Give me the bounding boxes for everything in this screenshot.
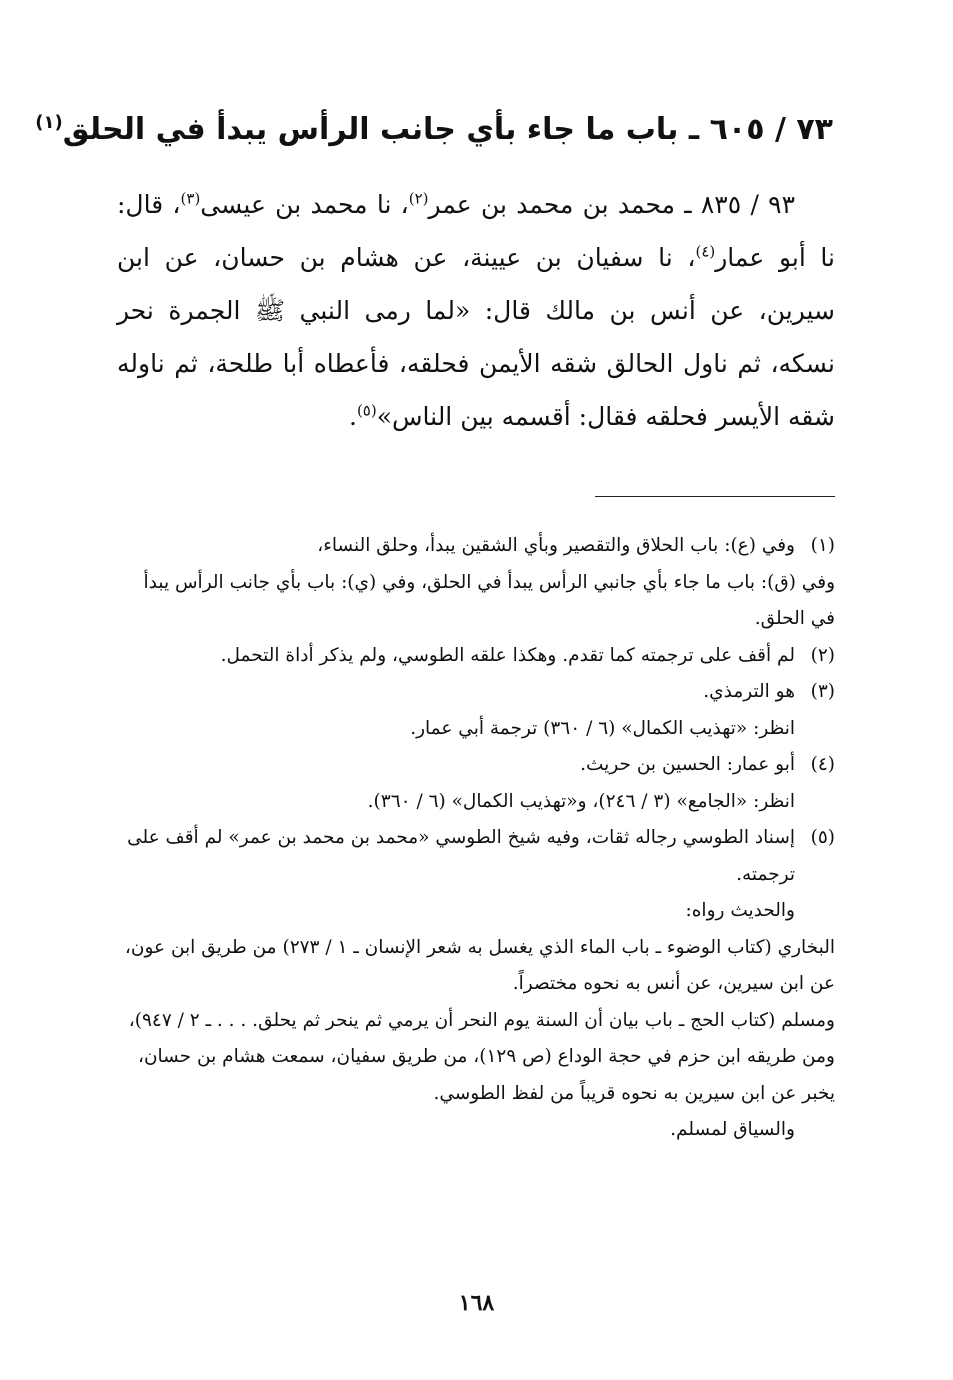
footnotes	[115, 528, 835, 1149]
footnote-2	[115, 638, 835, 675]
footnote-number: (٢)	[810, 644, 835, 666]
footnote-number: (١)	[810, 535, 835, 556]
page-number: ١٦٨	[458, 1290, 495, 1316]
footnote-4-reference: انظر: «الجامع» (٣ / ٢٤٦)، و«تهذيب الكمال» (٦ / ٣٦٠).	[367, 790, 795, 812]
footnote-number: (٥)	[810, 827, 835, 848]
footnote-1-continuation: وفي (ق): باب ما جاء بأي جانبي الرأس يبدأ في الحلق، وفي (ي): باب بأي جانب الرأس يبدأ في الحلق.	[143, 571, 835, 629]
footnote-3	[115, 674, 835, 711]
hadith-segment-4: ، نا سفيان بن عيينة، عن هشام بن حسان، عن ابن سيرين، عن أنس بن مالك قال: «لما رمى النبي ﷺ الجمرة نحر نسكه، ثم ناول الحالق شقه الأيمن فحلقه، فأعطاه أبا طلحة، ثم ناوله شقه الأيسر فحلقه فقال: أقسمه بين الناس»	[117, 243, 835, 431]
footnote-ref-1: (١)	[35, 112, 63, 133]
footnote-5-context: والسياق لمسلم.	[670, 1119, 795, 1140]
footnote-5-bukhari: البخاري (كتاب الوضوء ـ باب الماء الذي يغسل به شعر الإنسان ـ ١ / ٢٧٣) من طريق ابن عون، عن ابن سيرين، عن أنس به نحوه مختصراً.	[124, 936, 835, 994]
footnote-5-muslim: ومسلم (كتاب الحج ـ باب بيان أن السنة يوم النحر أن يرمي ثم ينحر ثم يحلق. . . . ـ ٢ / ٩٤٧)، ومن طريقه ابن حزم في حجة الوداع (ص ١٢٩)، من طريق سفيان، سمعت هشام بن حسان، يخبر عن ابن سيرين به نحوه قريباً من لفظ الطوسي.	[128, 1009, 835, 1104]
footnote-text: إسناد الطوسي رجاله ثقات، وفيه شيخ الطوسي «محمد بن محمد بن عمر» لم أقف على ترجمته.	[127, 827, 795, 885]
footnote-ref-5: (٥)	[356, 401, 377, 420]
footnote-3-reference: انظر: «تهذيب الكمال» (٦ / ٣٦٠) ترجمة أبي عمار.	[410, 717, 795, 739]
footnote-text: هو الترمذي.	[703, 681, 795, 702]
chapter-heading-text: ٧٣ / ٦٠٥ ـ باب ما جاء بأي جانب الرأس يبدأ في الحلق	[62, 112, 833, 147]
footnote-ref-4: (٤)	[695, 242, 716, 261]
hadith-text	[117, 178, 835, 443]
footnote-ref-2: (٢)	[408, 189, 429, 208]
hadith-segment-2: ، نا محمد بن عيسى	[200, 190, 409, 219]
footnote-text: أبو عمار: الحسين بن حريث.	[580, 754, 795, 775]
footnote-ref-3: (٣)	[180, 189, 201, 208]
footnote-4	[115, 747, 835, 784]
footnote-5	[115, 820, 835, 893]
footnote-text: لم أقف على ترجمته كما تقدم. وهكذا علقه الطوسي، ولم يذكر أداة التحمل.	[220, 644, 795, 666]
hadith-segment-3: ، قال: نا أبو عمار	[117, 190, 835, 272]
hadith-segment-1: ٩٣ / ٨٣٥ ـ محمد بن محمد بن عمر	[428, 190, 796, 219]
footnote-divider	[595, 496, 835, 497]
chapter-heading	[35, 108, 833, 152]
footnote-text: وفي (ع): باب الحلاق والتقصير وبأي الشقين يبدأ، وحلق النساء،	[317, 535, 795, 556]
footnote-number: (٣)	[810, 681, 835, 702]
footnote-5-intro: والحديث رواه:	[685, 900, 795, 921]
footnote-number: (٤)	[810, 754, 835, 775]
footnote-1	[115, 528, 835, 565]
hadith-paragraph	[117, 178, 835, 443]
hadith-segment-5: .	[348, 402, 357, 431]
